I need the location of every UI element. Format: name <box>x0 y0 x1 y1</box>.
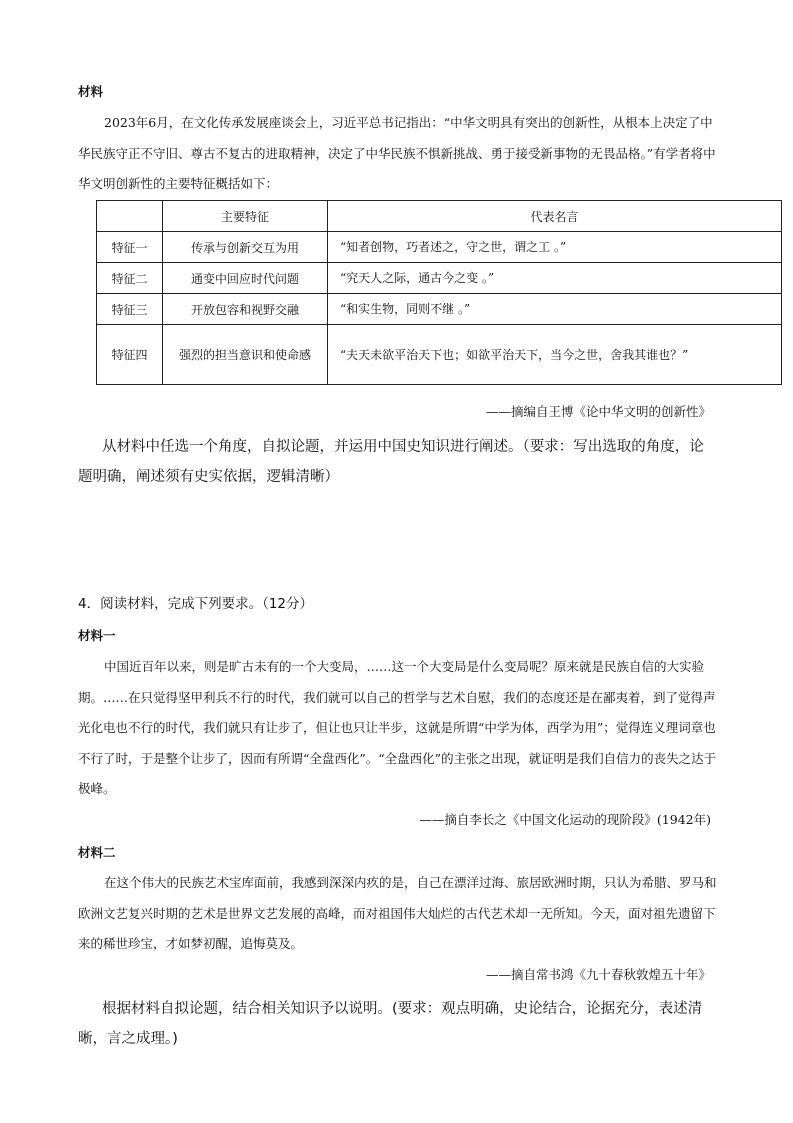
material-label: 材料 <box>78 84 104 99</box>
table-row <box>97 325 782 385</box>
table-header-feature: 主要特征 <box>163 201 328 232</box>
trait-name: 特征四 <box>97 325 163 385</box>
table-row <box>97 294 782 325</box>
trait-quote: “究天人之际，通古今之变 。” <box>328 263 782 294</box>
table-header-quote: 代表名言 <box>328 201 782 232</box>
question4-prompt <box>78 994 718 1054</box>
material2-paragraph-text: 在这个伟大的民族艺术宝库面前，我感到深深内疚的是，自己在漂洋过海、旅居欧洲时期，只认为希腊、罗马和欧洲文艺复兴时期的艺术是世界文艺发展的高峰，而对祖国伟大灿烂的古代艺术却一无所知。今天，面对祖先遗留下来的稀世珍宝，才如梦初醒，追悔莫及。 <box>78 875 717 951</box>
table-header-blank <box>97 201 163 232</box>
material2-paragraph <box>78 868 718 960</box>
trait-quote: “夫天未欲平治天下也；如欲平治天下，当今之世，舍我其谁也？” <box>328 325 782 385</box>
trait-feature: 强烈的担当意识和使命感 <box>163 325 328 385</box>
essay-question-text: 从材料中任选一个角度，自拟论题，并运用中国史知识进行阐述。（要求：写出选取的角度，论题明确，阐述须有史实依据，逻辑清晰） <box>78 439 704 485</box>
innovation-traits-table <box>96 200 782 385</box>
table-header-row <box>97 201 782 232</box>
material-paragraph-text: 2023年6月，在文化传承发展座谈会上，习近平总书记指出：“中华文明具有突出的创新性，从根本上决定了中华民族守正不守旧、尊古不复古的进取精神，决定了中华民族不惧新挑战、勇于接受新事物的无畏品格。”有学者将中华文明创新性的主要特征概括如下： <box>78 115 716 191</box>
material2-label: 材料二 <box>78 845 116 860</box>
trait-feature: 传承与创新交互为用 <box>163 232 328 263</box>
trait-name: 特征一 <box>97 232 163 263</box>
table-row <box>97 232 782 263</box>
trait-name: 特征三 <box>97 294 163 325</box>
material1-paragraph <box>78 652 718 805</box>
material-source: ——摘编自王博《论中华文明的创新性》 <box>485 404 711 419</box>
material1-source: ——摘自李长之《中国文化运动的现阶段》(1942年) <box>419 812 711 827</box>
trait-name: 特征二 <box>97 263 163 294</box>
essay-question <box>78 432 718 492</box>
trait-quote: “知者创物，巧者述之，守之世，谓之工 。” <box>328 232 782 263</box>
table-row <box>97 263 782 294</box>
material1-label: 材料一 <box>78 628 116 643</box>
trait-feature: 通变中回应时代问题 <box>163 263 328 294</box>
material-paragraph <box>78 108 718 200</box>
trait-feature: 开放包容和视野交融 <box>163 294 328 325</box>
material2-source: ——摘自常书鸿《九十春秋敦煌五十年》 <box>485 967 711 982</box>
question4-prompt-text: 根据材料自拟论题，结合相关知识予以说明。(要求：观点明确，史论结合，论据充分，表述清晰，言之成理。) <box>78 1001 703 1047</box>
question4-heading: 4．阅读材料，完成下列要求。（12分） <box>78 596 314 612</box>
material1-paragraph-text: 中国近百年以来，则是旷古未有的一个大变局，……这一个大变局是什么变局呢？原来就是民族自信的大实验期。……在只觉得坚甲利兵不行的时代，我们就可以自己的哲学与艺术自慰，我们的态度还是在鄙夷着，到了觉得声光化电也不行的时代，我们就只有让步了，但让也只让半步，这就是所谓“中学为体，西学为用”；觉得连义理词章也不行了时，于是整个让步了，因而有所谓“全盘西化”。“全盘西化”的主张之出现，就证明是我们自信力的丧失之达于极峰。 <box>78 659 717 796</box>
trait-quote: “和实生物，同则不继 。” <box>328 294 782 325</box>
